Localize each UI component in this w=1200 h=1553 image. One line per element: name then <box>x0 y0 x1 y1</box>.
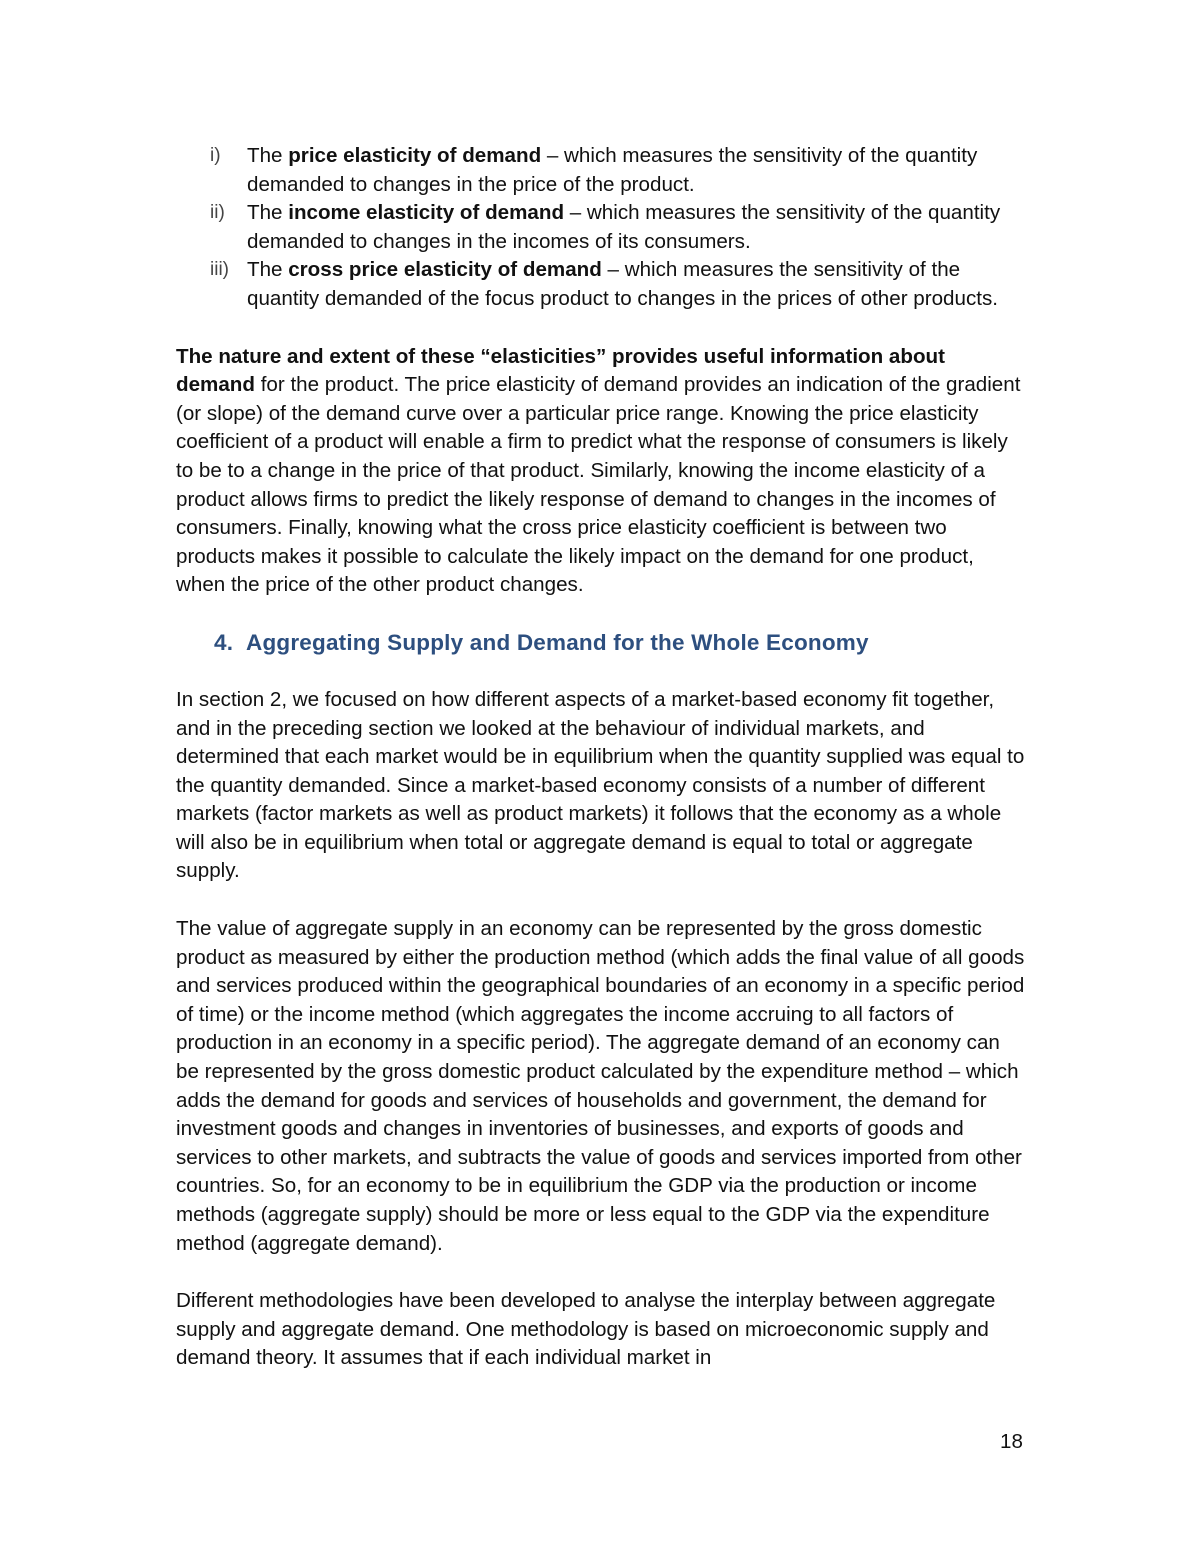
list-item <box>176 256 1026 313</box>
list-item-term: price elasticity of demand <box>288 144 542 167</box>
spacer <box>176 886 1026 915</box>
body-paragraph: The value of aggregate supply in an economy can be represented by the gross domestic product as measured by either the production method (which adds the final value of all goods and services produced within the geographical boundaries of an economy in a specific period of time) or the income method (which aggregates the income accruing to all factors of production in an economy in a specific period). The aggregate demand of an economy can be represented by the gross domestic product calculated by the expenditure method – which adds the demand for goods and services of households and government, the demand for investment goods and changes in inventories of businesses, and exports of goods and services to other markets, and subtracts the value of goods and services imported from other countries. So, for an economy to be in equilibrium the GDP via the production or income methods (aggregate supply) should be more or less equal to the GDP via the expenditure method (aggregate demand). <box>176 917 1025 1255</box>
section-number: 4. <box>214 629 234 655</box>
paragraph-text: for the product. The price elasticity of demand provides an indication of the gradient (or slope) of the demand curve over a particular price range. Knowing the price elasticity coefficient of a product will enable a firm to predict what the response of consumers is likely to be to a change in the price of that product. Similarly, knowing the income elasticity of a product allows firms to predict the likely response of demand to changes in the incomes of consumers. Finally, knowing what the cross price elasticity coefficient is between two products makes it possible to calculate the likely impact on the demand for one product, when the price of the other product changes. <box>176 373 1021 597</box>
list-item-text: – which measures the sensitivity of the quantity demanded to changes in the price of the product. <box>247 144 978 196</box>
page-number: 18 <box>1000 1430 1023 1453</box>
list-marker: ii) <box>210 202 225 224</box>
list-item-prefix: The <box>247 144 289 167</box>
list-item-prefix: The <box>247 201 289 225</box>
spacer <box>176 1258 1026 1287</box>
paragraph-lead: The nature and extent of these “elasticities” provides useful information about demand <box>176 344 945 397</box>
spacer <box>176 600 1026 628</box>
body-paragraph: Different methodologies have been developed to analyse the interplay between aggregate supply and aggregate demand. One methodology is based on microeconomic supply and demand theory. It assumes that if each individual market in <box>176 1289 996 1370</box>
list-item-term: income elasticity of demand <box>288 201 565 225</box>
list-item-text: – which measures the sensitivity of the quantity demanded to changes in the incomes of its consumers. <box>247 201 1001 253</box>
spacer <box>176 658 1026 686</box>
section-heading <box>176 628 1026 658</box>
section-title: Aggregating Supply and Demand for the Whole Economy <box>246 629 869 655</box>
list-item <box>176 142 1026 199</box>
spacer <box>176 314 1026 343</box>
body-paragraph: In section 2, we focused on how different aspects of a market-based economy fit together, and in the preceding section we looked at the behaviour of individual markets, and determined that each market would be in equilibrium when the quantity supplied was equal to the quantity demanded. Since a market-based economy consists of a number of different markets (factor markets as well as product markets) it follows that the economy as a whole will also be in equilibrium when total or aggregate demand is equal to total or aggregate supply. <box>176 687 1025 883</box>
list-item-term: cross price elasticity of demand <box>288 258 602 282</box>
list-item-text: – which measures the sensitivity of the quantity demanded of the focus product to changes in the prices of other products. <box>247 258 998 310</box>
page-content <box>176 142 1026 1373</box>
elasticity-list <box>176 142 1026 314</box>
list-marker: iii) <box>210 259 229 281</box>
list-item <box>176 199 1026 256</box>
elasticity-paragraph <box>176 343 1026 600</box>
list-marker: i) <box>210 145 221 166</box>
list-item-prefix: The <box>247 258 289 282</box>
